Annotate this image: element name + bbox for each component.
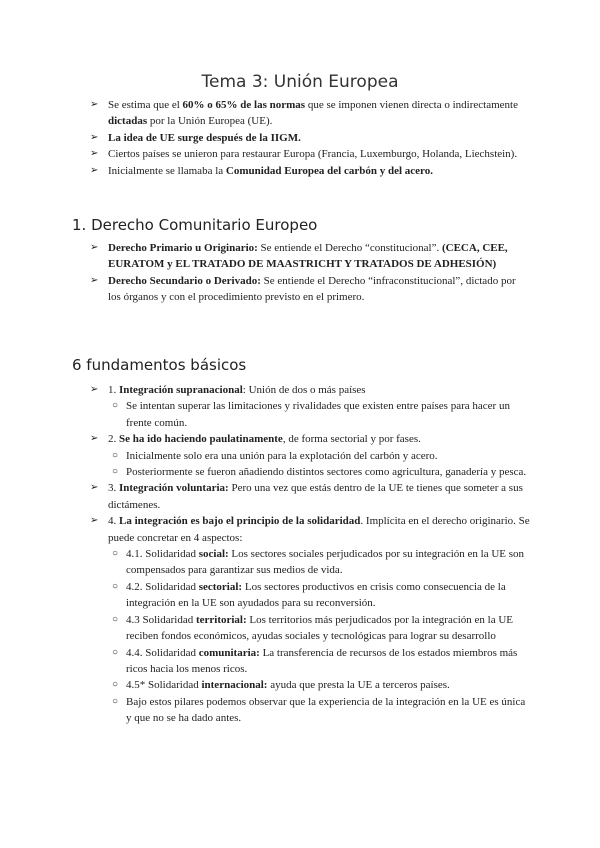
intro-item: ➢ Inicialmente se llamaba la Comunidad Europea del carbón y del acero.: [90, 163, 530, 179]
arrow-bullet-icon: ➢: [90, 482, 99, 494]
circle-bullet-icon: ○: [112, 580, 119, 592]
fundamento-subitem: ○ 4.3 Solidaridad territorial: Los territorios más perjudicados por la integración en la UE reciben fondos económicos, ayudas sociales y tecnológicas para lograr su desarrollo: [112, 613, 514, 643]
derecho-item: ➢ Derecho Primario u Originario: Se entiende el Derecho “constitucional”. (CECA, CEE, EURATOM y EL TRATADO DE MAASTRICHT Y TRATADOS DE ADHESIÓN): [90, 242, 508, 271]
intro-list: [90, 97, 530, 179]
circle-bullet-icon: ○: [112, 646, 119, 658]
section-heading-fundamentos: 6 fundamentos básicos: [72, 356, 247, 374]
circle-bullet-icon: ○: [112, 679, 119, 691]
arrow-bullet-icon: ➢: [90, 164, 99, 176]
fundamento-item: ➢ 2. Se ha ido haciendo paulatinamente, de forma sectorial y por fases.: [90, 431, 530, 447]
fundamento-subitem: ○ 4.1. Solidaridad social: Los sectores sociales perjudicados por su integración en la UE son compensados para garantizar sus medios de vida.: [112, 548, 525, 577]
fundamento-subitem: ○ Posteriormente se fueron añadiendo distintos sectores como agricultura, ganadería y pesca.: [90, 464, 530, 480]
arrow-bullet-icon: ➢: [90, 148, 99, 160]
fundamento-subitem: ○ Inicialmente solo era una unión para la explotación del carbón y acero.: [90, 448, 530, 464]
fundamentos-list: [90, 382, 530, 727]
fundamento-subitem: ○ 4.4. Solidaridad comunitaria: La transferencia de recursos de los estados miembros más ricos hacia los menos ricos.: [112, 646, 518, 675]
circle-bullet-icon: ○: [112, 466, 119, 478]
circle-bullet-icon: ○: [112, 548, 119, 560]
fundamento-subitem: ○ 4.2. Solidaridad sectorial: Los sectores productivos en crisis como consecuencia de la integración en la UE son ayudados para su reconversión.: [112, 580, 506, 610]
circle-bullet-icon: ○: [112, 449, 119, 461]
arrow-bullet-icon: ➢: [90, 99, 99, 110]
intro-item: ➢ La idea de UE surge después de la IIGM.: [90, 130, 530, 146]
arrow-bullet-icon: ➢: [90, 384, 99, 395]
arrow-bullet-icon: ➢: [90, 274, 99, 286]
circle-bullet-icon: ○: [112, 695, 119, 707]
derecho-list: [90, 240, 530, 306]
arrow-bullet-icon: ➢: [90, 515, 99, 527]
arrow-bullet-icon: ➢: [90, 433, 99, 445]
intro-item: ➢ Ciertos países se unieron para restaurar Europa (Francia, Luxemburgo, Holanda, Liechstein).: [90, 146, 530, 162]
fundamento-subitem: ○ Bajo estos pilares podemos observar que la experiencia de la integración en la UE es única y que no se ha dado antes.: [112, 695, 526, 725]
circle-bullet-icon: ○: [112, 613, 119, 625]
circle-bullet-icon: ○: [112, 400, 119, 412]
fundamento-item: ➢ 1. Integración supranacional: Unión de dos o más países: [90, 382, 530, 398]
fundamento-subitem: ○ 4.5* Solidaridad internacional: ayuda que presta la UE a terceros países.: [90, 677, 530, 693]
derecho-item: ➢ Derecho Secundario o Derivado: Se entiende el Derecho “infraconstitucional”, dictado por los órganos y con el procedimiento previsto en el primero.: [90, 274, 516, 304]
fundamento-item: ➢ 3. Integración voluntaria: Pero una vez que estás dentro de la UE te tienes que someter a sus dictámenes.: [90, 482, 523, 511]
arrow-bullet-icon: ➢: [90, 242, 99, 253]
fundamento-item: ➢ 4. La integración es bajo el principio de la solidaridad. Implícita en el derecho originario. Se puede concretar en 4 aspectos:: [90, 515, 530, 544]
intro-item: ➢ Se estima que el 60% o 65% de las normas que se imponen vienen directa o indirectamente dictadas por la Unión Europea (UE).: [90, 99, 518, 128]
section-heading-derecho: 1. Derecho Comunitario Europeo: [72, 216, 318, 234]
fundamento-subitem: ○ Se intentan superar las limitaciones y rivalidades que existen entre países para hacer un frente común.: [112, 400, 510, 429]
arrow-bullet-icon: ➢: [90, 131, 99, 143]
page-title: Tema 3: Unión Europea: [201, 72, 399, 92]
